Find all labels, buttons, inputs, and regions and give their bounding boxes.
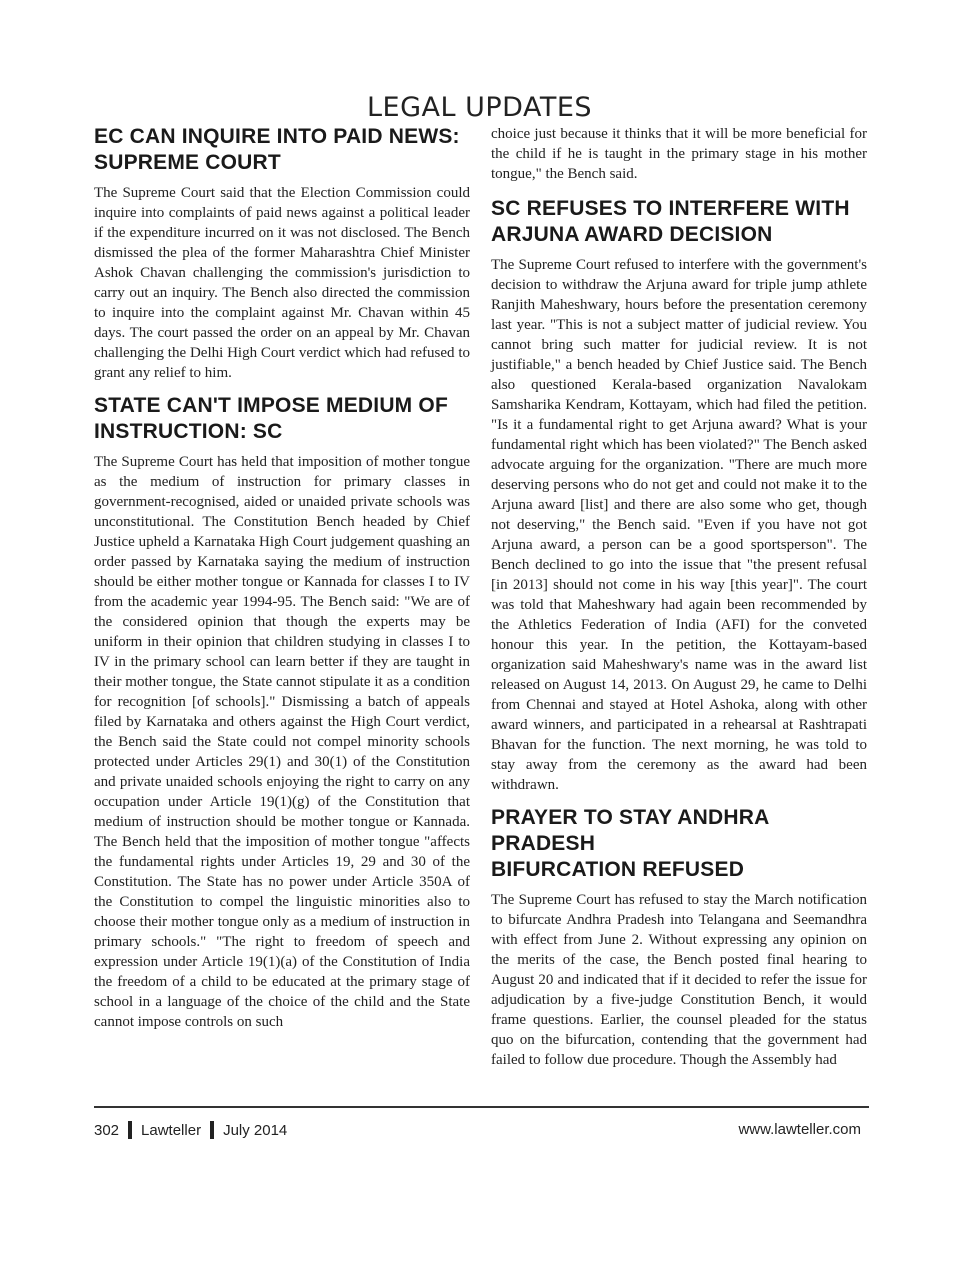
article-heading — [491, 805, 867, 883]
heading-line-2: ARJUNA AWARD DECISION — [491, 223, 773, 246]
article-body: The Supreme Court said that the Election Commission could inquire into complaints of paid news against a political leader if the expenditure incurred on it was not disclosed. The Bench dismissed the plea of the former Maharashtra Chief Minister Ashok Chavan challenging the commission's jurisdiction to carry out an inquiry. The Bench also directed the commission to inquire into the complaint against Mr. Chavan within 45 days. The court passed the order on an appeal by Mr. Chavan challenging the Delhi High Court verdict which had refused to grant any relief to him. — [94, 185, 470, 381]
heading-line-1: PRAYER TO STAY ANDHRA PRADESH — [491, 806, 769, 855]
website-link[interactable]: www.lawteller.com — [738, 1121, 861, 1138]
publication-name: Lawteller — [141, 1121, 202, 1139]
article-body: The Supreme Court refused to interfere with the government's decision to withdraw the Arjuna award for triple jump athlete Ranjith Maheshwary, hours before the presentation ceremony last year. "This is not a subject matter of judicial review. You cannot bring such matter for judicial review. It is not justifiable," a bench headed by Chief Justice said. The Bench also questioned Kerala-based organization Navalokam Samsharika Kendram, Kottayam, which had filed the petition. "Is it a fundamental right to get Arjuna award? What is your fundamental right which has been violated?" The Bench asked advocate arguing for the organization. "There are much more deserving persons who do not get and could not make it to the Arjuna award [list] and there are also some who get, though not deserving," the Bench said. "Even if you have not got Arjuna award, a person can be a good sportsperson". The Bench declined to go into the issue that "the present refusal [in 2013] should not come in his way [this year]". The court was told that Maheshwary had again been recommended by the Athletics Federation of India (AFI) for the conveted honour this year. In the petition, the Kottayam-based organization said Maheshwary's name was in the award list released on August 14, 2013. On August 29, he came to Delhi from Chennai and stayed at Hotel Ashoka, along with other award winners, and participated in a rehearsal at Rashtrapati Bhavan for the function. The next morning, he was told to stay away from the ceremony as the award had been withdrawn. — [491, 257, 867, 793]
heading-line-2: BIFURCATION REFUSED — [491, 858, 745, 881]
article-continuation: choice just because it thinks that it will be more beneficial for the child if he is taught in the primary stage in his mother tongue," the Bench said. — [491, 126, 867, 182]
article-heading — [491, 196, 867, 248]
heading-line-1: STATE CAN'T IMPOSE MEDIUM OF — [94, 394, 448, 417]
heading-line-1: SC REFUSES TO INTERFERE WITH — [491, 197, 850, 220]
article-heading — [94, 393, 470, 445]
left-column — [94, 124, 470, 1042]
article-body: The Supreme Court has refused to stay the March notification to bifurcate Andhra Pradesh into Telangana and Seemandhra with effect from June 2. Without expressing any opinion on the merits of the case, the Bench posted final hearing to August 20 and indicated that if it decided to refer the issue for adjudication by a five-judge Constitution Bench, it would frame questions. Earlier, the counsel pleaded for the status quo on the bifurcation, contending that the government had failed to follow due procedure. Though the Assembly had — [491, 892, 867, 1068]
page-title: LEGAL UPDATES — [366, 92, 593, 123]
page-number: 302 — [94, 1121, 120, 1139]
heading-line-2: SUPREME COURT — [94, 151, 281, 174]
article-paid-news — [94, 124, 470, 383]
footer-separator — [128, 1121, 132, 1139]
heading-line-2: INSTRUCTION: SC — [94, 420, 283, 443]
footer-divider — [94, 1106, 869, 1108]
footer-separator — [210, 1121, 214, 1139]
issue-date: July 2014 — [223, 1121, 288, 1139]
heading-line-1: EC CAN INQUIRE INTO PAID NEWS: — [94, 125, 460, 148]
footer-info — [94, 1121, 287, 1139]
right-column — [491, 124, 867, 1080]
article-body: The Supreme Court has held that imposition of mother tongue as the medium of instruction for primary classes in government-recognised, aided or unaided private schools was unconstitutional. The Constitution Bench headed by Chief Justice upheld a Karnataka High Court judgement quashing an order passed by Karnataka saying the medium of instruction should be either mother tongue or Kannada for classes I to IV from the academic year 1994-95. The Bench said: "We are of the considered opinion that though the experts may be uniform in their opinion that children studying in classes I to IV in the primary school can learn better if they are taught in their mother tongue, the State cannot stipulate it as a condition for recognition [of schools]." Dismissing a batch of appeals filed by Karnataka and others against the High Court verdict, the Bench said the State could not compel minority schools protected under Articles 29(1) and 30(1) of the Constitution and private unaided schools enjoying the right to carry on any occupation under Article 19(1)(g) of the Constitution that medium of instruction should be mother tongue or Kannada. The Bench held that the imposition of mother tongue "affects the fundamental rights under Articles 19, 29 and 30 of the Constitution. The State has no power under Article 350A of the Constitution to compel the linguistic minorities also to choose their mother tongue only as a medium of instruction in primary schools." "The right to freedom of speech and expression under Article 19(1)(a) of the Constitution of India the freedom of a child to be educated at the primary stage of school in a language of the choice of the child and the State cannot impose controls on such — [94, 454, 470, 1030]
article-heading — [94, 124, 470, 176]
article-medium-of-instruction — [94, 393, 470, 1032]
article-arjuna-award — [491, 196, 867, 795]
article-andhra-bifurcation — [491, 805, 867, 1070]
